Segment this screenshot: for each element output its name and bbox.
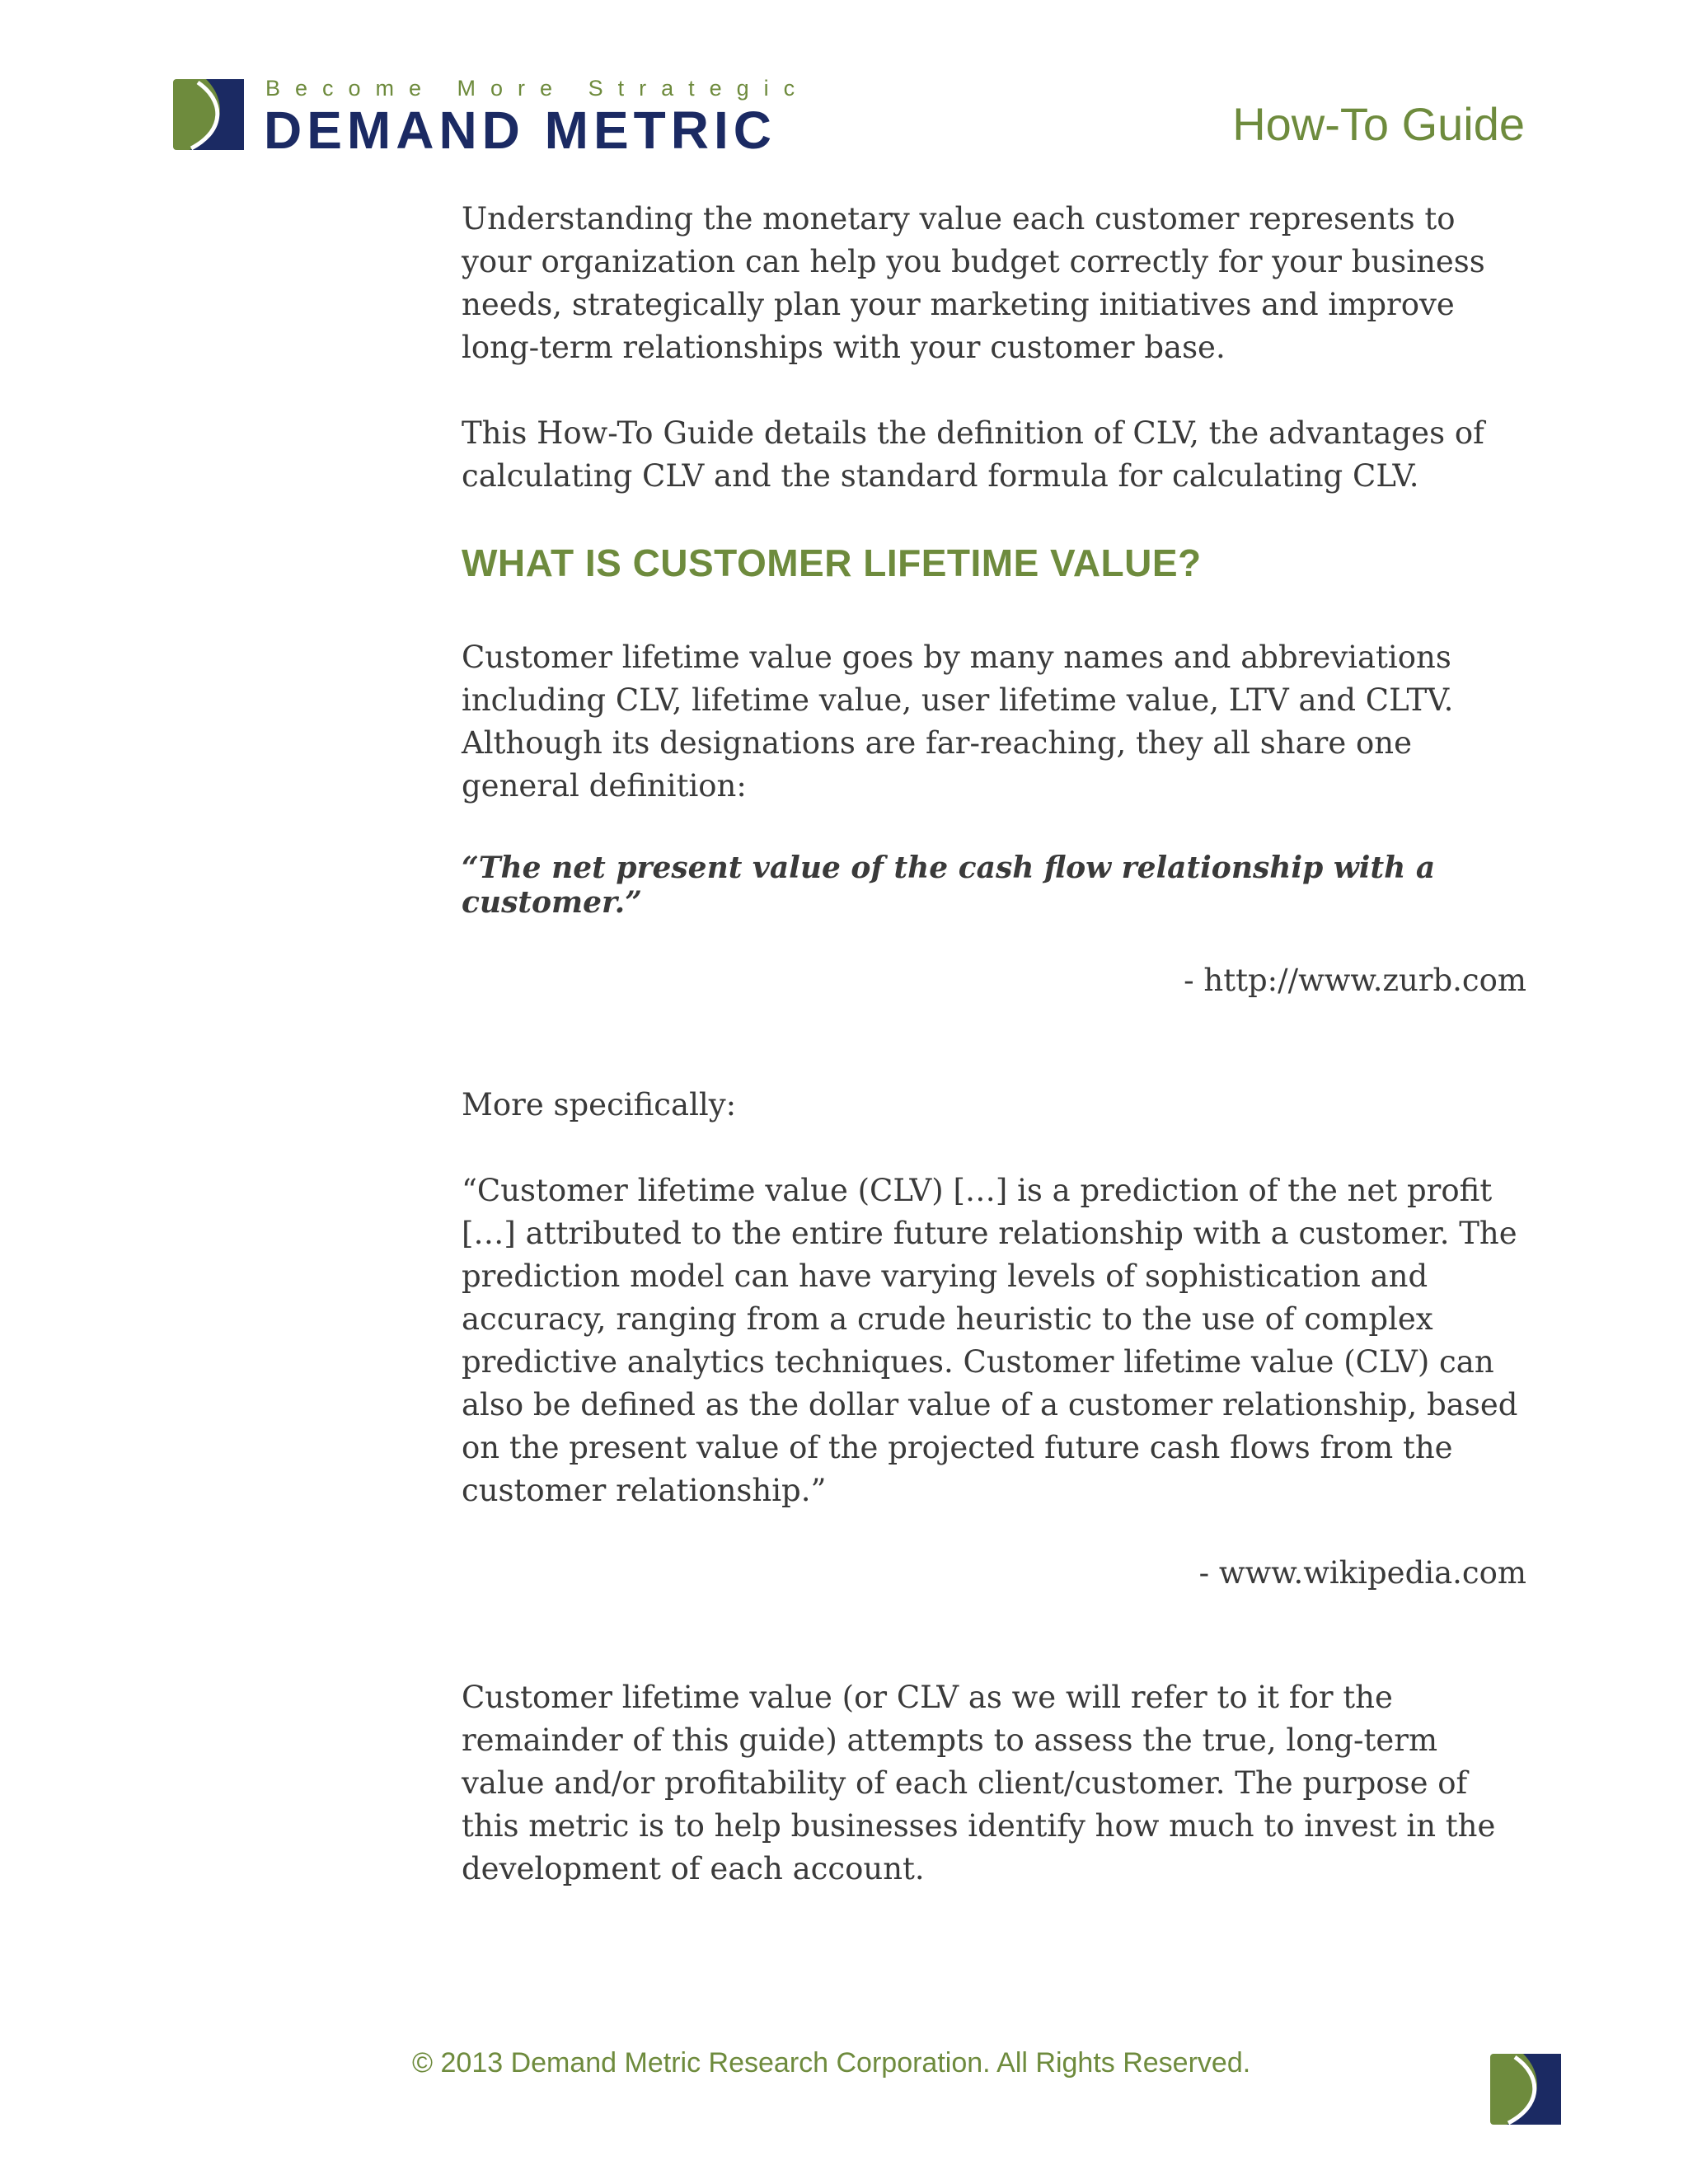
tagline: Become More Strategic: [265, 76, 810, 101]
main-content: [462, 198, 1526, 1891]
intro-paragraph-1: Understanding the monetary value each customer represents to your organization can help you budget correctly for your business needs, strategically plan your marketing initiatives and improve long-term relationships with your customer base.: [462, 201, 1485, 365]
footer-copyright: © 2013 Demand Metric Research Corporation. All Rights Reserved.: [412, 2047, 1251, 2079]
intro-paragraph-2: This How-To Guide details the definition of CLV, the advantages of calculating CLV and the standard formula for calculating CLV.: [462, 415, 1484, 494]
definition-quote: “The net present value of the cash flow relationship with a customer.”: [462, 851, 1436, 920]
clv-summary-paragraph: Customer lifetime value (or CLV as we will refer to it for the remainder of this guide) attempts to assess the true, long-term value and/or profitability of each client/customer. The purpose of this metric is to help businesses identify how much to invest in the development of each account.: [462, 1680, 1496, 1886]
demand-metric-logo-icon: [173, 79, 244, 150]
quote-attribution-zurb: - http://www.zurb.com: [1184, 963, 1526, 998]
guide-label: How-To Guide: [1232, 98, 1525, 150]
header-logo: [173, 76, 997, 158]
definition-paragraph: Customer lifetime value goes by many names and abbreviations including CLV, lifetime value, user lifetime value, LTV and CLTV. Although its designations are far-reaching, they all share one general definition:: [462, 640, 1454, 804]
demand-metric-logo-icon: [1490, 2054, 1561, 2125]
brand-name: DEMAND METRIC: [264, 101, 776, 160]
wikipedia-quote: “Customer lifetime value (CLV) […] is a prediction of the net profit […] attributed to the entire future relationship with a customer. The prediction model can have varying levels of sophistication and accuracy, ranging from a crude heuristic to the use of complex predictive analytics techniques. Customer lifetime value (CLV) can also be defined as the dollar value of a customer relationship, based on the present value of the projected future cash flows from the customer relationship.”: [462, 1173, 1518, 1508]
more-specifically-label: More specifically:: [462, 1087, 737, 1122]
section-heading: WHAT IS CUSTOMER LIFETIME VALUE?: [462, 541, 1202, 584]
quote-attribution-wikipedia: - www.wikipedia.com: [1198, 1555, 1526, 1591]
